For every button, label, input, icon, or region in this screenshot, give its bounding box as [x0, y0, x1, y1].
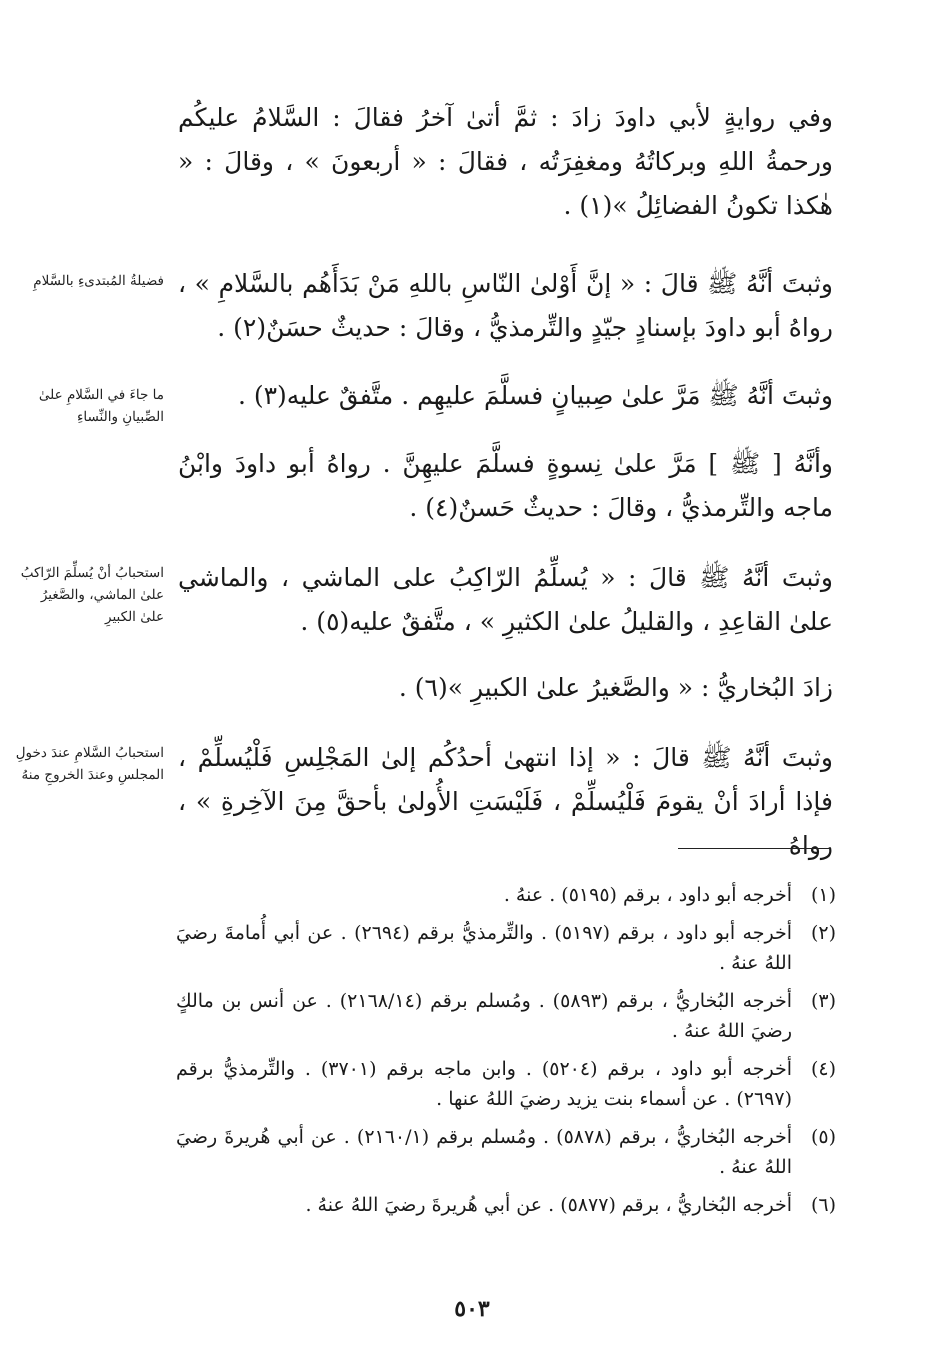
footnote-number: (٦)	[810, 1194, 836, 1216]
footnote-number: (٢)	[810, 922, 836, 944]
footnote-number: (٣)	[810, 990, 836, 1012]
paragraph-3: وثبتَ أنَّهُ ﷺ مَرَّ علىٰ صِبيانٍ فسلَّمَ عليهِم . متَّفقٌ عليه(٣) .	[237, 381, 833, 410]
footnote-item	[176, 918, 836, 978]
footnote-item	[176, 986, 836, 1046]
paragraph-1: وفي روايةٍ لأبي داودَ زادَ : ثمَّ أتىٰ آخرُ فقالَ : السَّلامُ عليكُم ورحمةُ اللهِ وبركاتُهُ ومغفِرَتُه ، فقالَ : « أربعونَ » ، وقالَ : « هٰكذا تكونُ الفضائِلُ »(١) .	[178, 103, 833, 220]
margin-note-4: استحبابُ السَّلامِ عندَ دخولِ المجلسِ وعندَ الخروجِ منهُ	[15, 745, 164, 783]
footnote-item	[176, 880, 836, 910]
margin-note-2: ما جاءَ في السَّلامِ علىٰ الصِّبيانِ والنِّساءِ	[38, 387, 164, 425]
footnote-item	[176, 1054, 836, 1114]
paragraph-6: زادَ البُخاريُّ : « والصَّغيرُ علىٰ الكبيرِ »(٦) .	[398, 673, 833, 702]
paragraph-2: وثبتَ أنَّهُ ﷺ قالَ : « إنَّ أَوْلىٰ النّاسِ باللهِ مَنْ بَدَأَهُم بالسَّلامِ » ، رواهُ أبو داودَ بإسنادٍ جيّدٍ والتِّرمذيُّ ، وقالَ : حديثٌ حسَنٌ(٢) .	[178, 269, 833, 342]
footnote-text: أخرجه أبو داود ، برقم (٥٢٠٤) . وابن ماجه برقم (٣٧٠١) . والتِّرمذيُّ برقم (٢٦٩٧) . عن أسماء بنت يزيد رضيَ اللهُ عنها .	[176, 1058, 792, 1110]
footnote-number: (٤)	[810, 1058, 836, 1080]
margin-note-1: فضيلةُ المُبتدىءِ بالسَّلامِ	[33, 273, 164, 289]
paragraph-5: وثبتَ أنَّهُ ﷺ قالَ : « يُسلِّمُ الرّاكِبُ على الماشي ، والماشي علىٰ القاعِدِ ، والقليلُ علىٰ الكثيرِ » ، متَّفقٌ عليه(٥) .	[178, 563, 833, 636]
page-number: ٥٠٣	[454, 1296, 490, 1322]
footnote-text: أخرجه البُخاريُّ ، برقم (٥٨٧٧) . عن أبي هُريرةَ رضيَ اللهُ عنهُ .	[305, 1194, 792, 1216]
footnotes	[176, 880, 836, 1228]
footnote-text: أخرجه أبو داود ، برقم (٥١٩٥) . عنهُ .	[503, 884, 792, 906]
footnote-item	[176, 1190, 836, 1220]
footnote-text: أخرجه البُخاريُّ ، برقم (٥٨٧٨) . ومُسلم برقم (٢١٦٠/١) . عن أبي هُريرةَ رضيَ اللهُ عنهُ .	[176, 1126, 793, 1178]
paragraph-7: وثبتَ أنَّهُ ﷺ قالَ : « إذا انتهىٰ أحدُكُم إلىٰ المَجْلِسِ فَلْيُسلِّمْ ، فإذا أرادَ أنْ يقومَ فَلْيُسلِّمْ ، فَلَيْسَتِ الأُولىٰ بأحقَّ مِنَ الآخِرةِ » ، رواهُ	[178, 743, 833, 860]
footnote-text: أخرجه البُخاريُّ ، برقم (٥٨٩٣) . ومُسلم برقم (٢١٦٨/١٤) . عن أنس بن مالكٍ رضيَ اللهُ عنهُ .	[176, 990, 793, 1042]
footnote-number: (١)	[810, 884, 836, 906]
footnote-text: أخرجه أبو داود ، برقم (٥١٩٧) . والتِّرمذيُّ برقم (٢٦٩٤) . عن أبي أُمامةَ رضيَ اللهُ عنهُ .	[176, 922, 792, 974]
footnote-separator	[678, 848, 830, 849]
margin-note-3: استحبابُ أنْ يُسلِّمَ الرّاكبُ علىٰ الماشي، والصَّغيرُ علىٰ الكبيرِ	[20, 565, 164, 625]
footnote-number: (٥)	[810, 1126, 836, 1148]
paragraph-4: وأنَّهُ [ ﷺ ] مَرَّ علىٰ نِسوةٍ فسلَّمَ عليهِنَّ . رواهُ أبو داودَ وابْنُ ماجه والتِّرمذيُّ ، وقالَ : حديثٌ حَسنٌ(٤) .	[178, 449, 833, 522]
footnote-item	[176, 1122, 836, 1182]
